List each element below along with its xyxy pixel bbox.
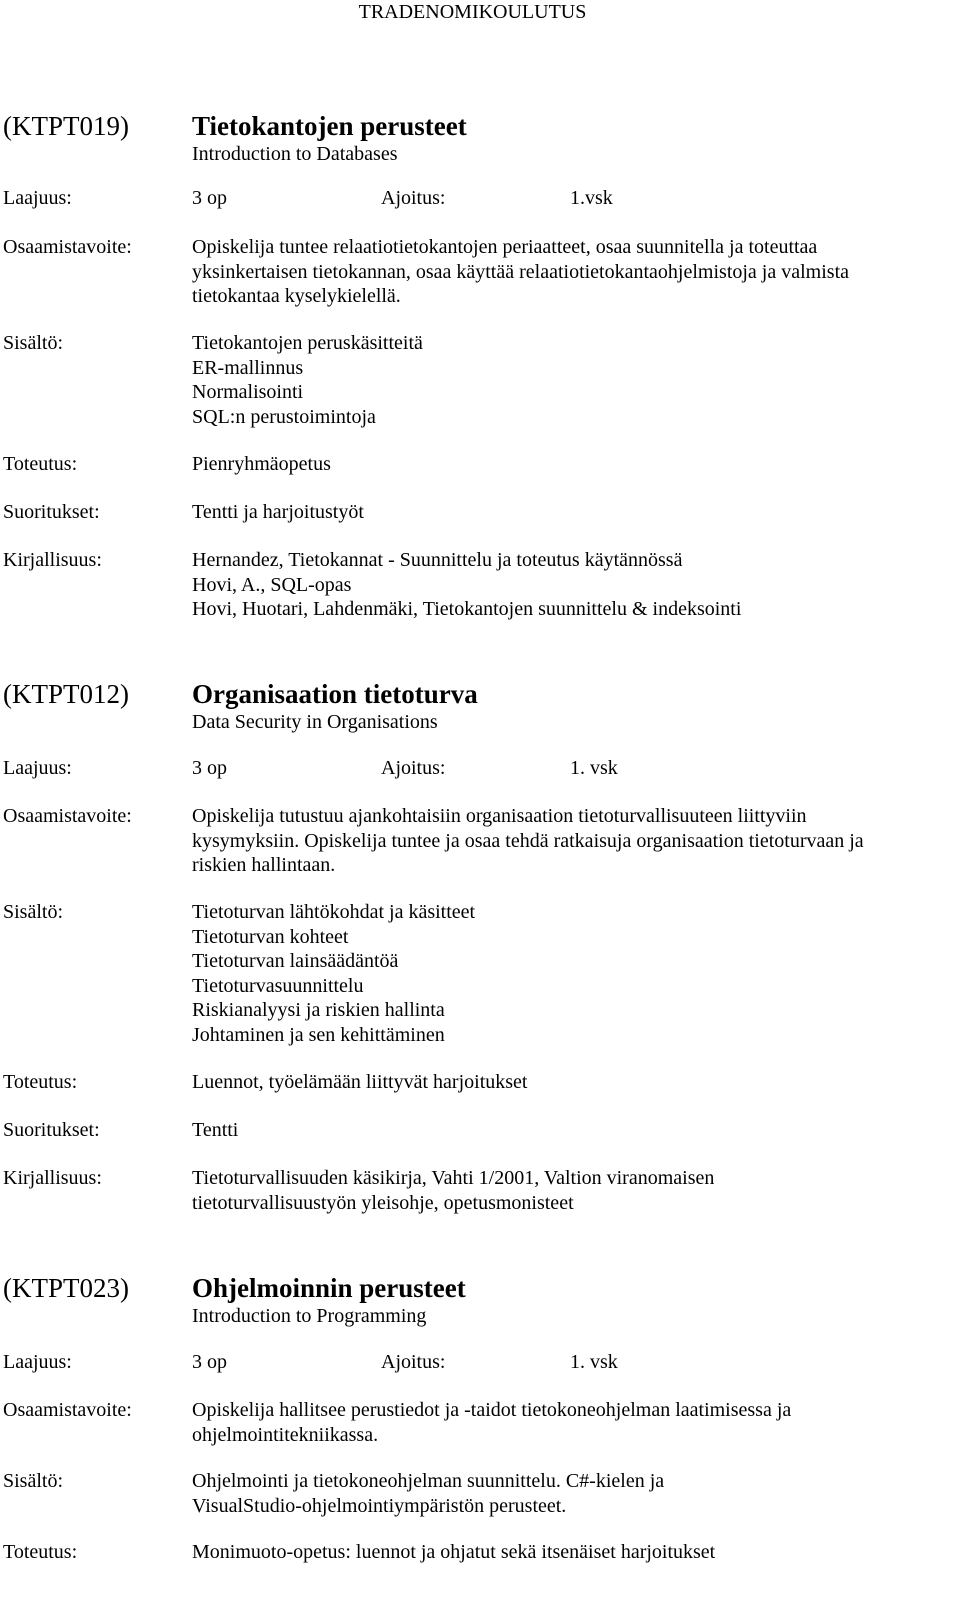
ajoitus-value: 1. vsk [570, 1351, 618, 1373]
sisalto-text [192, 1469, 952, 1518]
laajuus-value: 3 op [192, 757, 227, 779]
list-item: Tietoturvan kohteet [192, 925, 349, 948]
list-item: Hovi, A., SQL-opas [192, 573, 352, 596]
list-item: ER-mallinnus [192, 356, 304, 379]
text-line: yksinkertaisen tietokannan, osaa käyttää relaatiotietokantaohjelmistoja ja valmista [192, 260, 850, 283]
kirjallisuus-list [192, 548, 952, 622]
osaamistavoite-label: Osaamistavoite: [3, 236, 132, 258]
suoritukset-value: Tentti [192, 1119, 239, 1141]
laajuus-value: 3 op [192, 187, 227, 209]
list-item: Normalisointi [192, 381, 304, 403]
osaamistavoite-label: Osaamistavoite: [3, 1399, 132, 1421]
toteutus-value: Monimuoto-opetus: luennot ja ohjatut sekä itsenäiset harjoitukset [192, 1541, 716, 1563]
laajuus-label: Laajuus: [3, 757, 72, 779]
course-section [0, 110, 960, 620]
suoritukset-label: Suoritukset: [3, 501, 100, 523]
course-subtitle: Introduction to Databases [192, 143, 398, 165]
list-item: SQL:n perustoimintoja [192, 405, 376, 428]
toteutus-value: Luennot, työelämään liittyvät harjoitukset [192, 1071, 528, 1093]
list-item: Tietoturvasuunnittelu [192, 974, 364, 997]
suoritukset-value: Tentti ja harjoitustyöt [192, 501, 364, 523]
ajoitus-label: Ajoitus: [381, 757, 446, 779]
text-line: Ohjelmointi ja tietokoneohjelman suunnittelu. C#-kielen ja [192, 1470, 665, 1492]
course-code: (KTPT019) [3, 111, 129, 141]
sisalto-list [192, 331, 952, 429]
laajuus-label: Laajuus: [3, 1351, 72, 1373]
course-title: Organisaation tietoturva [192, 679, 478, 709]
laajuus-label: Laajuus: [3, 187, 72, 209]
osaamistavoite-label: Osaamistavoite: [3, 805, 132, 827]
text-line: Opiskelija hallitsee perustiedot ja -taidot tietokoneohjelman laatimisessa ja [192, 1399, 792, 1421]
toteutus-label: Toteutus: [3, 1071, 78, 1093]
course-subtitle: Introduction to Programming [192, 1305, 427, 1327]
list-item: tietoturvallisuustyön yleisohje, opetusmonisteet [192, 1191, 574, 1214]
ajoitus-value: 1.vsk [570, 187, 613, 209]
text-line: Opiskelija tuntee relaatiotietokantojen periaatteet, osaa suunnitella ja toteuttaa [192, 236, 818, 258]
text-line: kysymyksiin. Opiskelija tuntee ja osaa tehdä ratkaisuja organisaation tietoturvaan ja [192, 829, 864, 852]
course-heading [0, 110, 960, 180]
course-heading [0, 1272, 960, 1342]
list-item: Hovi, Huotari, Lahdenmäki, Tietokantojen suunnittelu & indeksointi [192, 598, 742, 620]
page-header: TRADENOMIKOULUTUS [358, 1, 587, 23]
text-line: Opiskelija tutustuu ajankohtaisiin organisaation tietoturvallisuuteen liittyviin [192, 805, 807, 827]
ajoitus-label: Ajoitus: [381, 187, 446, 209]
toteutus-label: Toteutus: [3, 1541, 78, 1563]
sisalto-label: Sisältö: [3, 1470, 64, 1492]
course-section [0, 1272, 960, 1563]
list-item: Tietokantojen peruskäsitteitä [192, 332, 423, 354]
laajuus-value: 3 op [192, 1351, 227, 1373]
sisalto-list [192, 900, 952, 1047]
sisalto-label: Sisältö: [3, 901, 64, 923]
osaamistavoite-text [192, 1398, 952, 1447]
course-subtitle: Data Security in Organisations [192, 711, 438, 733]
text-line: ohjelmointitekniikassa. [192, 1423, 379, 1446]
osaamistavoite-text [192, 235, 952, 309]
kirjallisuus-label: Kirjallisuus: [3, 1167, 102, 1189]
course-title: Ohjelmoinnin perusteet [192, 1273, 466, 1303]
list-item: Tietoturvan lähtökohdat ja käsitteet [192, 901, 476, 923]
toteutus-label: Toteutus: [3, 453, 78, 475]
list-item: Johtaminen ja sen kehittäminen [192, 1023, 445, 1046]
course-code: (KTPT012) [3, 679, 129, 709]
list-item: Tietoturvan lainsäädäntöä [192, 950, 399, 972]
course-title: Tietokantojen perusteet [192, 111, 467, 141]
course-heading [0, 678, 960, 748]
text-line: riskien hallintaan. [192, 854, 336, 876]
kirjallisuus-label: Kirjallisuus: [3, 549, 102, 571]
osaamistavoite-text [192, 804, 952, 878]
text-line: VisualStudio-ohjelmointiympäristön perusteet. [192, 1494, 567, 1517]
course-section [0, 678, 960, 1214]
ajoitus-value: 1. vsk [570, 757, 618, 779]
kirjallisuus-list [192, 1166, 952, 1215]
list-item: Hernandez, Tietokannat - Suunnittelu ja toteutus käytännössä [192, 549, 683, 571]
sisalto-label: Sisältö: [3, 332, 64, 354]
suoritukset-label: Suoritukset: [3, 1119, 100, 1141]
text-line: tietokantaa kyselykielellä. [192, 285, 401, 307]
toteutus-value: Pienryhmäopetus [192, 453, 331, 475]
list-item: Tietoturvallisuuden käsikirja, Vahti 1/2001, Valtion viranomaisen [192, 1167, 715, 1189]
list-item: Riskianalyysi ja riskien hallinta [192, 999, 445, 1021]
course-code: (KTPT023) [3, 1273, 129, 1303]
ajoitus-label: Ajoitus: [381, 1351, 446, 1373]
